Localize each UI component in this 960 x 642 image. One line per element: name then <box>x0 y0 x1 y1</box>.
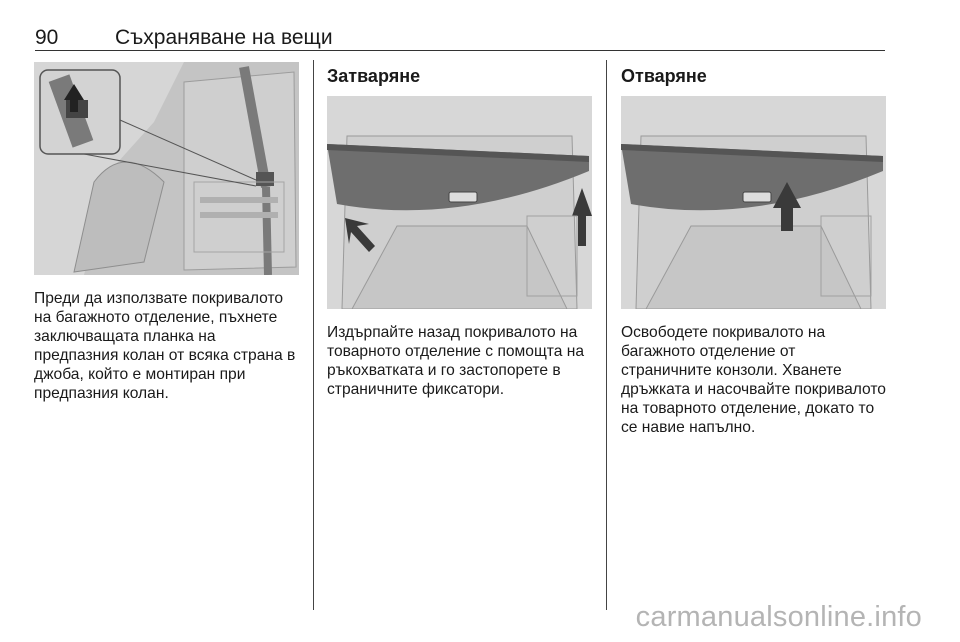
cover-close-illustration <box>327 96 592 309</box>
intro-paragraph: Преди да използвате покривалото на багажното отделение, пъхнете заключващата планка на предпазния колан от всяка страна в джоба, който е монтиран при предпазния колан. <box>34 290 296 402</box>
page-number: 90 <box>35 26 59 49</box>
watermark: carmanualsonline.info <box>635 601 922 633</box>
column-left <box>34 62 299 403</box>
cover-open-illustration <box>621 96 886 309</box>
column-divider <box>606 60 607 610</box>
column-middle <box>327 66 592 399</box>
page-title: Съхраняване на вещи <box>115 26 333 49</box>
page-header <box>35 26 885 51</box>
close-instructions: Издърпайте назад покривалото на товарното отделение с помощта на ръкохватката и го застопорете в страничните фиксатори. <box>327 324 585 398</box>
section-heading-close: Затваряне <box>327 66 421 86</box>
open-instructions: Освободете покривалото на багажното отделение от страничните конзоли. Хванете дръжката и насочвайте покривалото на товарното отделение, докато то се навие напълно. <box>621 324 886 436</box>
section-heading-open: Отваряне <box>621 66 707 86</box>
column-right <box>621 66 886 437</box>
column-divider <box>313 60 314 610</box>
seatbelt-pocket-illustration <box>34 62 299 275</box>
